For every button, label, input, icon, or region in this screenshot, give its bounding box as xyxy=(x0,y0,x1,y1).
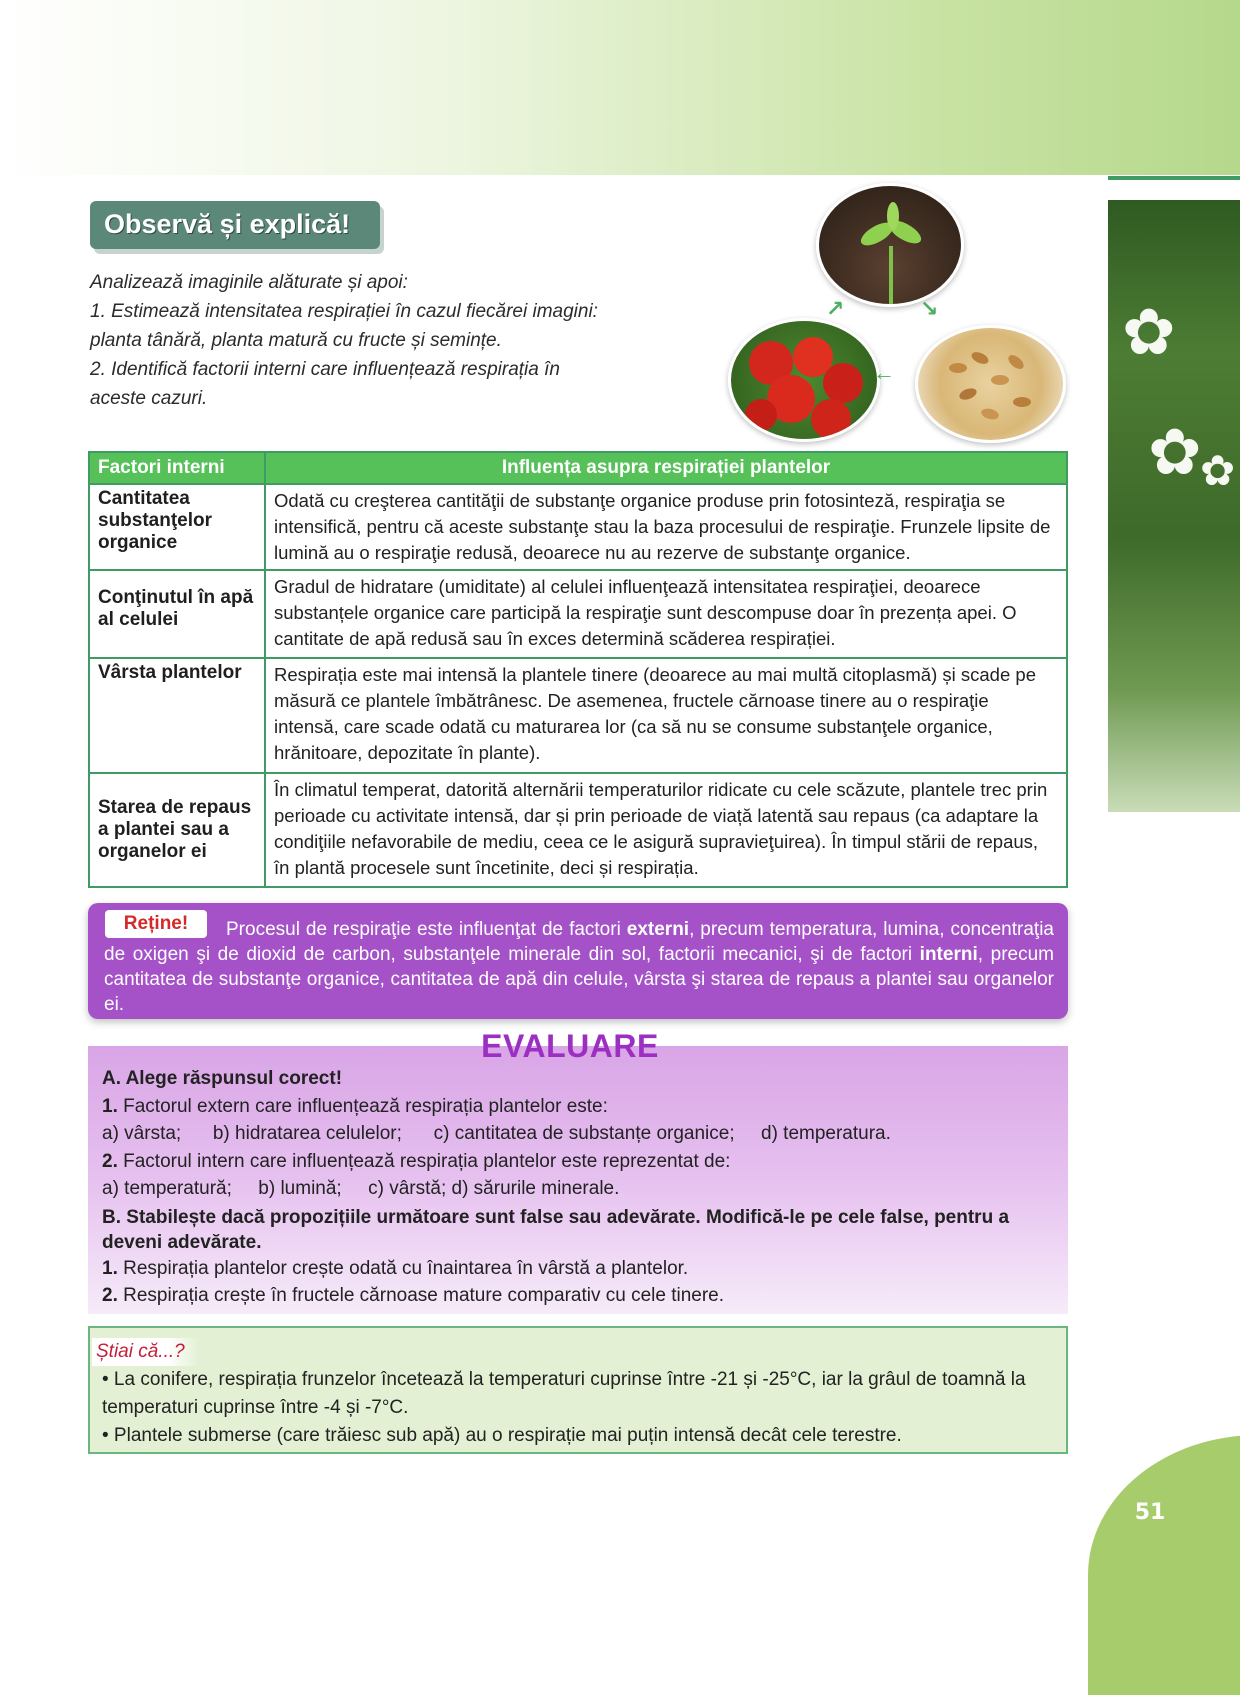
factor-cell: Conţinutul în apă al celulei xyxy=(89,570,265,658)
section-a-heading: A. Alege răspunsul corect! xyxy=(102,1068,343,1089)
intro-line: 1. Estimează intensitatea respirației în cazul fiecărei imagini: xyxy=(90,301,598,322)
factor-cell: Vârsta plantelor xyxy=(89,658,265,773)
flower-icon: ✿ xyxy=(1148,416,1202,488)
tomato-icon xyxy=(731,321,877,439)
header-accent-stripe xyxy=(1108,176,1240,180)
column-header-influence: Influența asupra respirației plantelor xyxy=(265,452,1067,484)
factor-cell: Starea de repaus a plantei sau a organelor ei xyxy=(89,773,265,887)
evaluation-content xyxy=(102,1065,1057,1310)
page-number: 51 xyxy=(1134,1500,1166,1525)
section-b-heading: B. Stabilește dacă propozițiile următoare sunt false sau adevărate. Modifică-le pe cele false, pentru a deveni adevărate. xyxy=(102,1206,1010,1253)
flower-icon: ✿ xyxy=(1122,296,1176,368)
table-header-row xyxy=(89,452,1067,484)
description-cell: Respirația este mai intensă la plantele tinere (deoarece au mai multă citoplasmă) și scade pe măsură ce plantele îmbătrânesc. De asemenea, fructele cărnoase tinere au o respiraţie intensă, care scade odată cu maturarea lor (ca să nu se consume substanţele organice, hrănitoare, depozitate în plante). xyxy=(265,658,1067,773)
cycle-arrow-icon: ← xyxy=(873,360,895,385)
table-row xyxy=(89,570,1067,658)
observe-explain-title: Observă și explică! xyxy=(90,201,380,249)
question-2-options: a) temperatură; b) lumină; c) vârstă; d) sărurile minerale. xyxy=(102,1178,620,1199)
seedling-icon xyxy=(819,186,961,304)
jasmine-flowers-photo xyxy=(1108,200,1240,812)
cycle-arrow-icon: ↘ xyxy=(920,296,939,321)
seeds-icon xyxy=(918,328,1063,440)
flower-icon: ✿ xyxy=(1200,447,1236,494)
column-header-factors: Factori interni xyxy=(89,452,265,484)
table-row xyxy=(89,773,1067,887)
seedling-photo xyxy=(816,183,964,307)
question-1-options: a) vârsta; b) hidratarea celulelor; c) cantitatea de substanțe organice; d) temperatura. xyxy=(102,1123,891,1144)
remember-text: Procesul de respiraţie este influenţat de factori externi, precum temperatura, lumina, concentraţia de oxigen şi de dioxid de carbon, substanţele minerale din sol, factorii mecanici, şi de factori interni, precum cantitatea de substanţe organice, cantitatea de apă din celule, vârsta şi starea de repaus a plantei sau organelor ei. xyxy=(104,919,1054,1015)
table-row xyxy=(89,484,1067,570)
did-you-know-label: Știai că...? xyxy=(92,1338,200,1366)
evaluation-title: EVALUARE xyxy=(481,1028,659,1064)
fact-bullet: • La conifere, respirația frunzelor încetează la temperaturi cuprinse între -21 și -25°C, iar la grâul de toamnă la temperaturi cuprinse între -4 și -7°C. xyxy=(102,1369,1026,1418)
top-gradient-band xyxy=(0,0,1240,175)
question-2: 2. Factorul intern care influențează respirația plantelor este reprezentat de: xyxy=(102,1150,731,1172)
page-corner-decoration xyxy=(1088,1435,1240,1695)
intro-line: planta tânără, planta matură cu fructe și semințe. xyxy=(90,330,502,351)
table-row xyxy=(89,658,1067,773)
description-cell: Gradul de hidratare (umiditate) al celulei influenţează intensitatea respiraţiei, deoarece substanțele organice care participă la respiraţie sunt descompuse doar în prezența apei. O cantitate de apă redusă sau în exces determină scăderea respirației. xyxy=(265,570,1067,658)
tomatoes-photo xyxy=(728,318,880,442)
description-cell: Odată cu creşterea cantităţii de substanţe organice produse prin fotosinteză, respiraţia se intensifică, pentru că aceste substanţe stau la baza procesului de respiraţie. Frunzele lipsite de lumină au o respiraţie redusă, deoarece nu au rezerve de substanţe organice. xyxy=(265,484,1067,570)
factor-cell: Cantitatea substanţelor organice xyxy=(89,484,265,570)
description-cell: În climatul temperat, datorită alternării temperaturilor ridicate cu cele scăzute, plantele trec prin perioade cu activitate intensă, dar și prin perioade de viață latentă sau repaus (ca adaptare la condiţiile nefavorabile de mediu, ceea ce le asigură supravieţuirea). În timpul stării de repaus, în plantă procesele sunt încetinite, deci și respirația. xyxy=(265,773,1067,887)
wheat-seeds-photo xyxy=(915,325,1066,443)
internal-factors-table xyxy=(88,451,1068,888)
cycle-arrow-icon: ↗ xyxy=(826,296,845,321)
did-you-know-content xyxy=(102,1366,1062,1450)
statement-1: 1. Respirația plantelor crește odată cu înaintarea în vârstă a plantelor. xyxy=(102,1257,689,1279)
intro-instructions xyxy=(90,268,690,413)
fact-bullet: • Plantele submerse (care trăiesc sub apă) au o respirație mai puțin intensă decât cele terestre. xyxy=(102,1425,902,1446)
remember-label: Reține! xyxy=(105,910,207,938)
statement-2: 2. Respirația crește în fructele cărnoase mature comparativ cu cele tinere. xyxy=(102,1285,725,1306)
intro-line: aceste cazuri. xyxy=(90,388,208,409)
question-1: 1. Factorul extern care influențează respirația plantelor este: xyxy=(102,1095,608,1117)
intro-line: 2. Identifică factorii interni care influențează respirația în xyxy=(90,359,560,380)
intro-line: Analizează imaginile alăturate și apoi: xyxy=(90,272,408,293)
